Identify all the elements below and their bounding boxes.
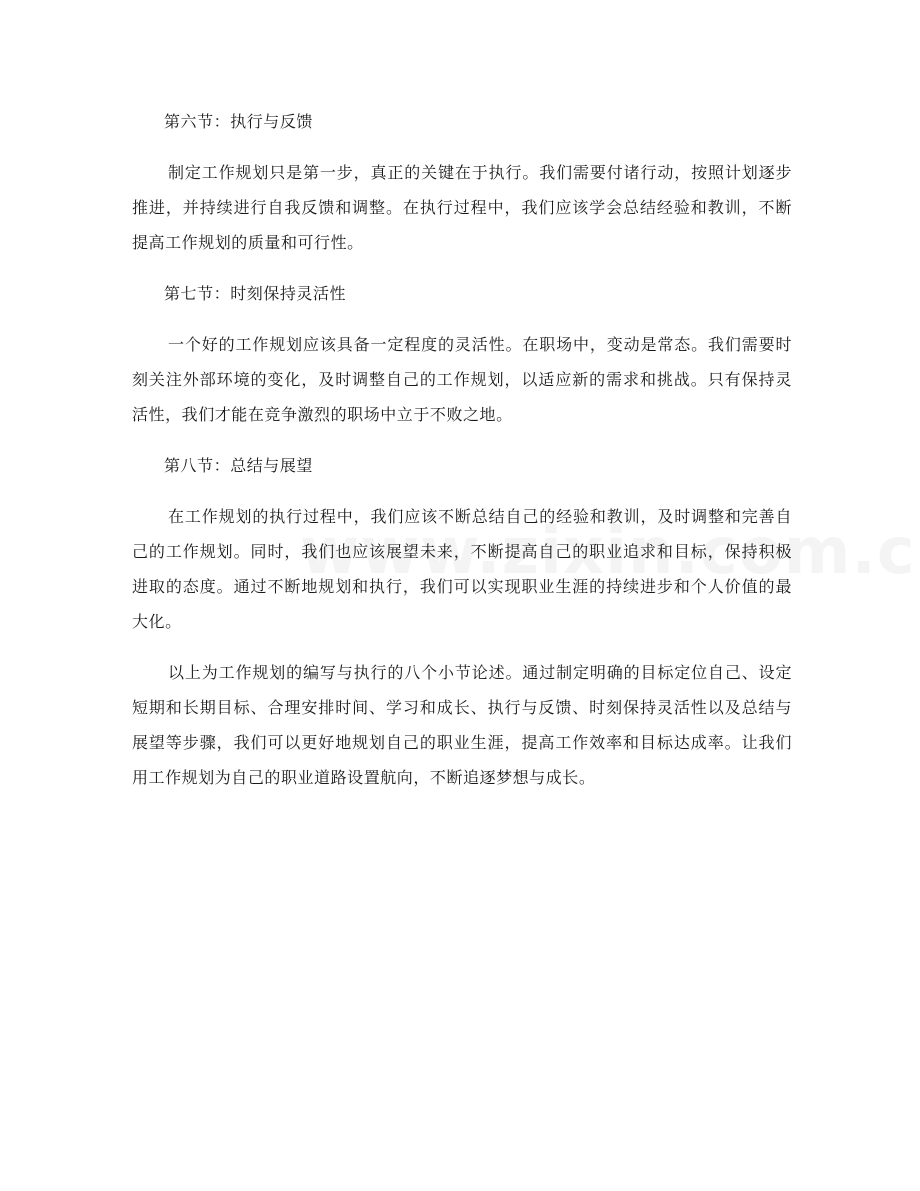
section-heading-8: 第八节：总结与展望 <box>164 456 313 475</box>
section-heading-7: 第七节：时刻保持灵活性 <box>164 284 347 303</box>
section-paragraph-8: 在工作规划的执行过程中，我们应该不断总结自己的经验和教训，及时调整和完善自己的工作规划。同时，我们也应该展望未来，不断提高自己的职业追求和目标，保持积极进取的态度。通过不断地规划和执行，我们可以实现职业生涯的持续进步和个人价值的最大化。 <box>132 507 792 631</box>
conclusion-paragraph: 以上为工作规划的编写与执行的八个小节论述。通过制定明确的目标定位自己、设定短期和长期目标、合理安排时间、学习和成长、执行与反馈、时刻保持灵活性以及总结与展望等步骤，我们可以更好地规划自己的职业生涯，提高工作效率和目标达成率。让我们用工作规划为自己的职业道路设置航向，不断追逐梦想与成长。 <box>132 663 792 787</box>
section-paragraph-6: 制定工作规划只是第一步，真正的关键在于执行。我们需要付诸行动，按照计划逐步推进，并持续进行自我反馈和调整。在执行过程中，我们应该学会总结经验和教训，不断提高工作规划的质量和可行性。 <box>132 163 792 252</box>
section-paragraph-7: 一个好的工作规划应该具备一定程度的灵活性。在职场中，变动是常态。我们需要时刻关注外部环境的变化，及时调整自己的工作规划，以适应新的需求和挑战。只有保持灵活性，我们才能在竞争激烈的职场中立于不败之地。 <box>132 335 792 424</box>
document-body <box>132 104 792 795</box>
section-heading-6: 第六节：执行与反馈 <box>164 112 313 131</box>
